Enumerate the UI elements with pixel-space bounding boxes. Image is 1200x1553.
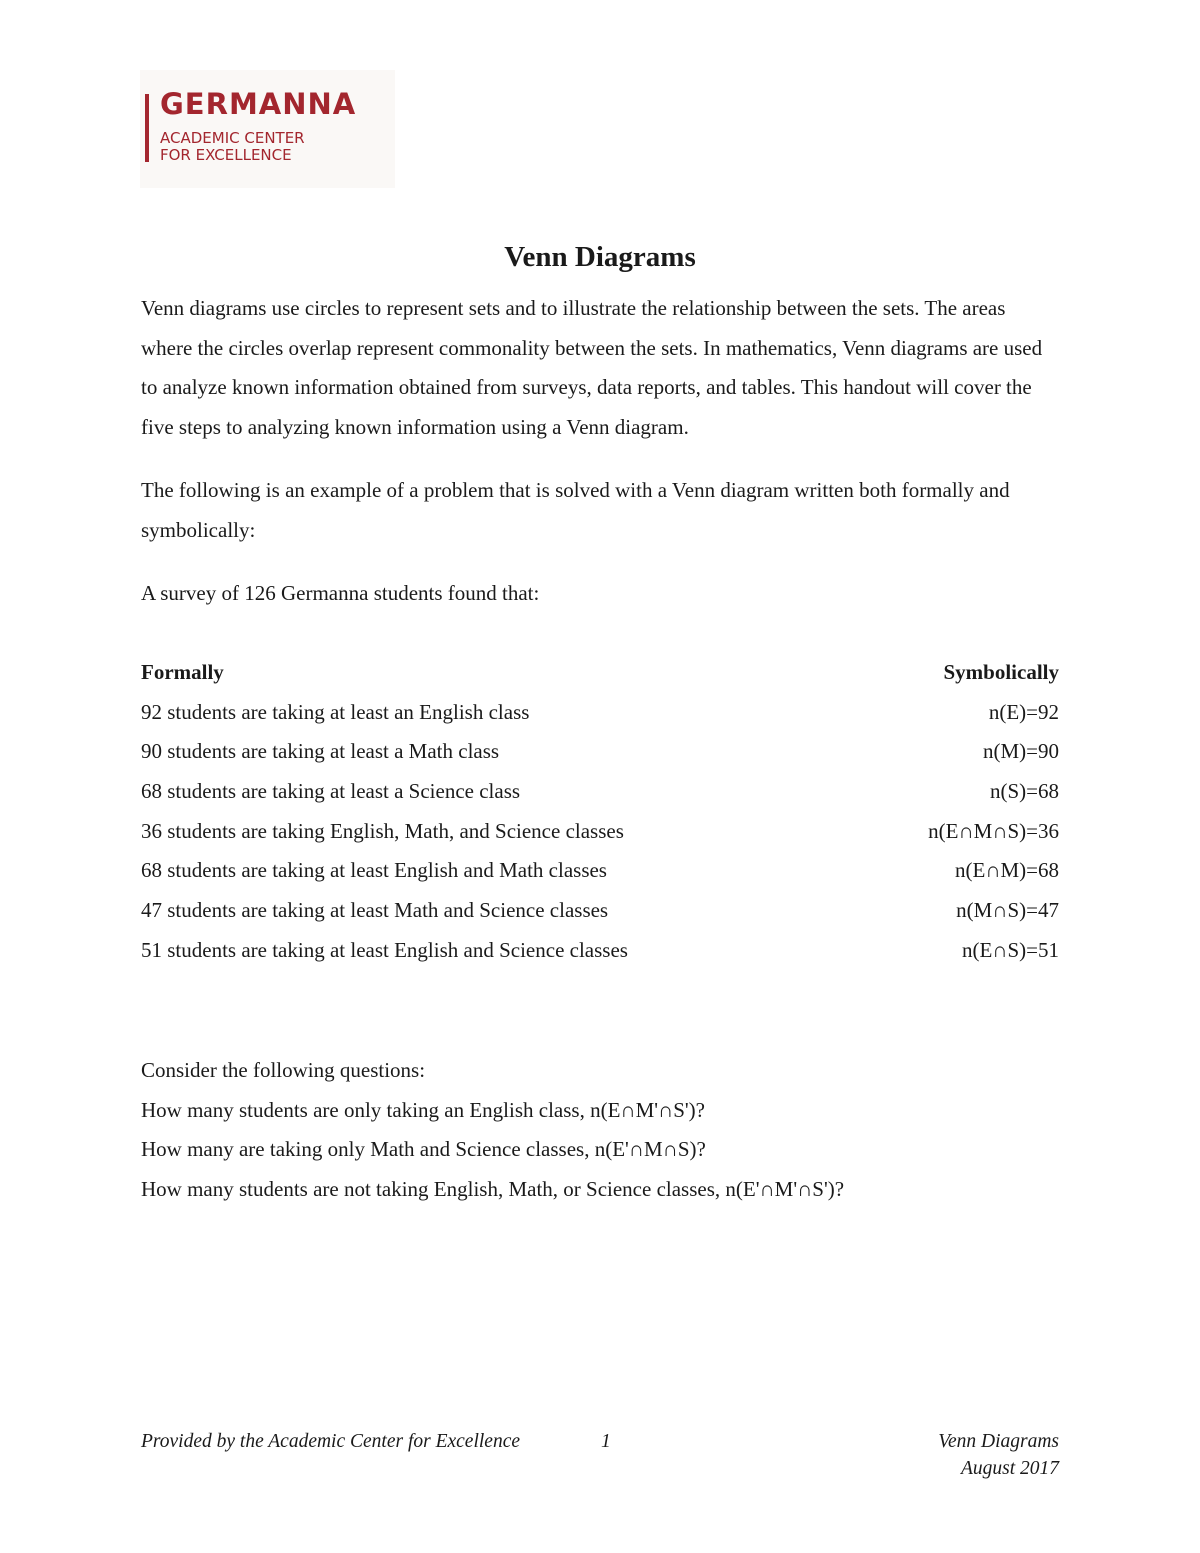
footer-provided-by: Provided by the Academic Center for Excellence — [141, 1431, 521, 1452]
row-symbolic: n(E)=92 — [988, 699, 1059, 724]
survey-table — [141, 653, 1059, 971]
survey-intro: A survey of 126 Germanna students found that: — [141, 581, 540, 605]
row-formal: 92 students are taking at least an English class — [141, 699, 530, 724]
example-paragraph: The following is an example of a problem that is solved with a Venn diagram written both formally and symbolically: — [141, 478, 1010, 542]
page-number: 1 — [601, 1431, 611, 1452]
table-row — [141, 931, 1059, 971]
row-formal: 68 students are taking at least English and Math classes — [141, 858, 607, 883]
row-formal: 47 students are taking at least Math and Science classes — [141, 898, 609, 923]
footer-doc-title: Venn Diagrams — [938, 1431, 1059, 1452]
table-header — [141, 653, 1059, 693]
table-row — [141, 732, 1059, 772]
header-formally: Formally — [141, 660, 224, 684]
questions-intro: Consider the following questions: — [141, 1058, 426, 1082]
table-row — [141, 891, 1059, 931]
footer-doc-info — [938, 1428, 1059, 1482]
row-formal: 36 students are taking English, Math, and Science classes — [141, 818, 624, 843]
logo-accent-bar — [145, 94, 149, 162]
row-symbolic: n(E∩S)=51 — [961, 937, 1059, 962]
footer-date: August 2017 — [960, 1458, 1059, 1479]
row-formal: 90 students are taking at least a Math class — [141, 739, 500, 764]
question-item: How many students are not taking English, Math, or Science classes, n(E'∩M'∩S')? — [141, 1177, 845, 1202]
question-item: How many are taking only Math and Science classes, n(E'∩M∩S)? — [141, 1137, 706, 1162]
question-item: How many students are only taking an English class, n(E∩M'∩S')? — [141, 1097, 705, 1122]
row-formal: 51 students are taking at least English and Science classes — [141, 937, 628, 962]
table-row — [141, 812, 1059, 852]
row-formal: 68 students are taking at least a Science class — [141, 779, 521, 804]
intro-paragraph: Venn diagrams use circles to represent sets and to illustrate the relationship between the sets. The areas where the circles overlap represent commonality between the sets. In mathematics, Venn diagrams are used to analyze known information obtained from surveys, data reports, and tables. This handout will cover the five steps to analyzing known information using a Venn diagram. — [141, 296, 1043, 439]
row-symbolic: n(S)=68 — [989, 779, 1059, 804]
questions-section — [141, 1051, 1061, 1210]
logo-name: GERMANNA — [160, 87, 357, 121]
row-symbolic: n(M∩S)=47 — [956, 898, 1059, 923]
header-symbolically: Symbolically — [943, 660, 1059, 684]
logo-line-2: FOR EXCELLENCE — [160, 146, 292, 164]
logo-line-1: ACADEMIC CENTER — [160, 129, 305, 147]
table-row — [141, 772, 1059, 812]
row-symbolic: n(E∩M)=68 — [955, 858, 1059, 883]
row-symbolic: n(E∩M∩S)=36 — [928, 818, 1059, 843]
table-row — [141, 693, 1059, 733]
page-title: Venn Diagrams — [504, 241, 696, 273]
page-footer — [141, 1428, 1059, 1488]
table-row — [141, 851, 1059, 891]
row-symbolic: n(M)=90 — [982, 739, 1059, 764]
germanna-logo — [140, 70, 395, 188]
